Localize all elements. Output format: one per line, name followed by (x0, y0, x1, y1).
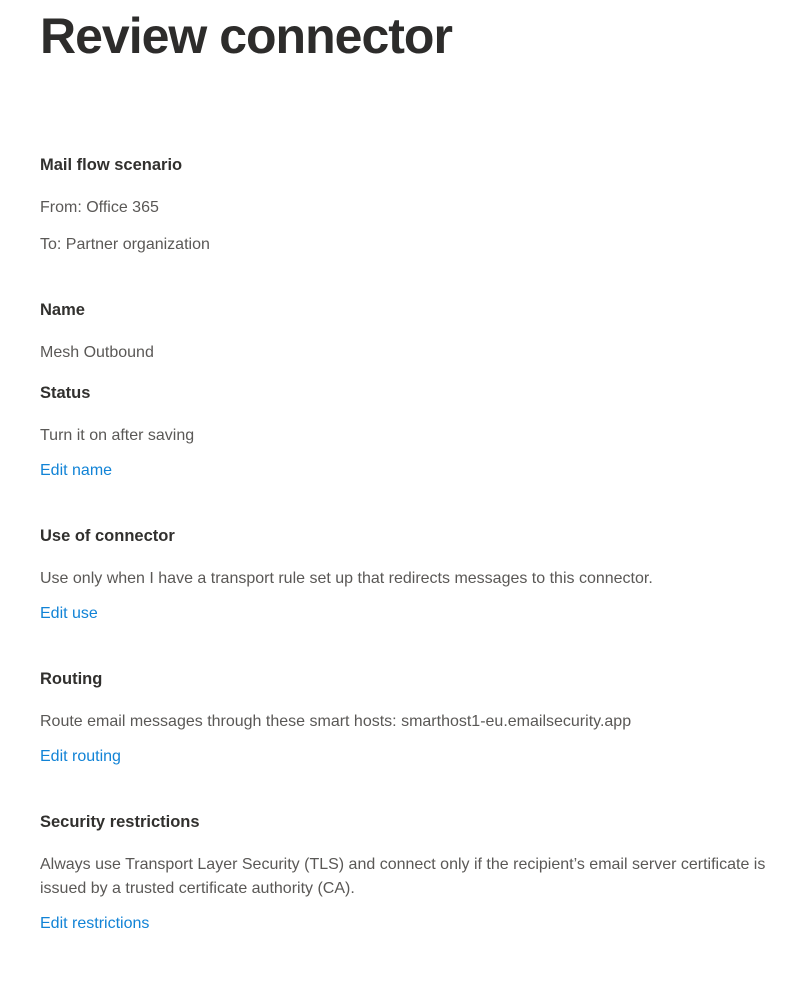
use-of-connector-heading: Use of connector (40, 527, 175, 545)
edit-name-row (40, 459, 782, 483)
edit-use-row (40, 602, 782, 626)
status-heading: Status (40, 384, 91, 402)
edit-name-link[interactable]: Edit name (40, 462, 113, 479)
routing-heading: Routing (40, 670, 103, 688)
mail-flow-from-text: From: Office 365 (40, 199, 159, 216)
edit-use-link[interactable]: Edit use (40, 605, 98, 622)
edit-routing-link[interactable]: Edit routing (40, 748, 121, 765)
security-restrictions-text: Always use Transport Layer Security (TLS) and connect only if the recipient’s email server certificate is issued by a trusted certificate authority (CA). (40, 856, 766, 897)
routing-text: Route email messages through these smart hosts: smarthost1-eu.emailsecurity.app (40, 713, 632, 730)
mail-flow-scenario-heading: Mail flow scenario (40, 156, 183, 174)
page-title: Review connector (40, 8, 452, 64)
section-status (40, 382, 782, 483)
edit-routing-row (40, 745, 782, 769)
name-heading: Name (40, 301, 85, 319)
section-name (40, 299, 782, 365)
security-restrictions-heading: Security restrictions (40, 813, 200, 831)
mail-flow-to-text: To: Partner organization (40, 236, 210, 253)
section-use-of-connector (40, 525, 782, 626)
section-routing (40, 668, 782, 769)
use-of-connector-text: Use only when I have a transport rule set up that redirects messages to this connector. (40, 570, 653, 587)
section-mail-flow-scenario (40, 154, 782, 257)
edit-restrictions-link[interactable]: Edit restrictions (40, 915, 150, 932)
section-security-restrictions (40, 811, 782, 936)
connector-name-text: Mesh Outbound (40, 344, 154, 361)
edit-restrictions-row (40, 912, 782, 936)
status-text: Turn it on after saving (40, 427, 195, 444)
